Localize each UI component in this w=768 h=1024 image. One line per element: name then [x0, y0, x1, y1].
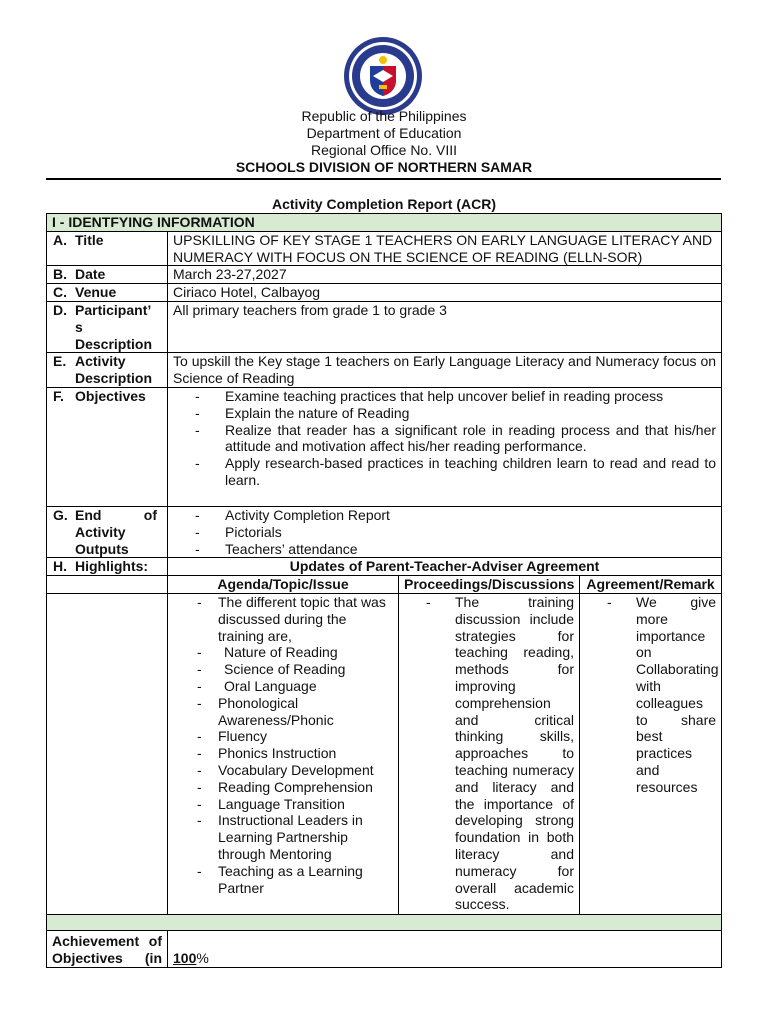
header-divider [46, 178, 721, 180]
list-item: - Apply research-based practices in teaching children learn to read and read to learn. [195, 455, 716, 489]
achievement-label-line1: Achievement of [52, 932, 162, 949]
outputs-letter: G. [53, 506, 68, 523]
achievement-percent: 100 [173, 949, 197, 966]
header-department: Department of Education [306, 125, 462, 141]
highlights-heading: Updates of Parent-Teacher-Adviser Agreement [168, 558, 722, 576]
achievement-label [47, 930, 168, 967]
list-item: - Activity Completion Report [195, 507, 716, 524]
outputs-label [47, 506, 168, 557]
objectives-label-text: Objectives [75, 387, 146, 404]
venue-label [47, 284, 168, 302]
participants-label [47, 301, 168, 352]
highlights-blank-cell [47, 576, 168, 594]
list-item: - Nature of Reading [197, 644, 393, 661]
participants-value: All primary teachers from grade 1 to grade 3 [168, 301, 722, 352]
row-highlights-content [47, 593, 722, 914]
outputs-label-line3: Outputs [75, 540, 129, 557]
highlights-content-blank [47, 593, 168, 914]
list-item: - Instructional Leaders in Learning Partnership through Mentoring [197, 812, 393, 862]
achievement-value [168, 930, 722, 967]
section-heading-row [47, 214, 722, 232]
list-item: - Language Transition [197, 796, 393, 813]
date-label-text: Date [75, 266, 106, 283]
title-label [47, 231, 168, 266]
row-highlights-columns [47, 576, 722, 594]
list-item: - Oral Language [197, 678, 393, 695]
objectives-list [173, 388, 716, 489]
agenda-list [173, 594, 393, 896]
list-item: - Examine teaching practices that help uncover belief in reading process [195, 388, 716, 405]
participants-label-line1: Participant’ [75, 301, 152, 318]
outputs-label-of: of [143, 506, 157, 523]
achievement-label-line2: Objectives (in [52, 949, 162, 966]
objectives-value [168, 387, 722, 506]
list-item: - Realize that reader has a significant role in reading process and that his/her attitude and motivation affect his/her reading performance. [195, 422, 716, 456]
achievement-suffix: % [196, 949, 209, 966]
participants-label-line2: s [75, 318, 83, 335]
row-venue [47, 284, 722, 302]
outputs-list [173, 507, 716, 557]
participants-label-line3: Description [75, 335, 153, 352]
spacer-cell [47, 914, 722, 930]
agreement-cell [580, 593, 722, 914]
list-item: - Science of Reading [197, 661, 393, 678]
outputs-label-line2: Activity [75, 523, 126, 540]
section-heading: I - IDENTFYING INFORMATION [47, 214, 722, 232]
agenda-cell [168, 593, 399, 914]
participants-letter: D. [53, 301, 67, 318]
outputs-value [168, 506, 722, 557]
header-division: SCHOOLS DIVISION OF NORTHERN SAMAR [235, 159, 533, 175]
list-item: - Reading Comprehension [197, 779, 393, 796]
date-value: March 23-27,2027 [168, 266, 722, 284]
list-item: - Teaching as a Learning Partner [197, 863, 393, 897]
spacer-row [47, 914, 722, 930]
title-label-text: Title [75, 231, 104, 248]
list-item: - The training discussion include strategies for teaching reading, methods for improving comprehension and critical thinking skills, approaches to teaching numeracy and literacy and the importance of developing strong foundation in both literacy and numeracy for overall academic success. [426, 594, 574, 913]
col-agreement-header: Agreement/Remark [580, 576, 722, 594]
row-highlights [47, 558, 722, 576]
list-item: - Pictorials [195, 524, 716, 541]
row-title [47, 231, 722, 266]
list-item: - Vocabulary Development [197, 762, 393, 779]
row-date [47, 266, 722, 284]
activity-value: To upskill the Key stage 1 teachers on Early Language Literacy and Numeracy focus on Science of Reading [168, 353, 722, 388]
objectives-letter: F. [53, 387, 64, 404]
date-label [47, 266, 168, 284]
row-outputs [47, 506, 722, 557]
list-item: - Phonics Instruction [197, 745, 393, 762]
activity-letter: E. [53, 353, 67, 370]
acr-table [46, 213, 722, 968]
row-objectives [47, 387, 722, 506]
title-letter: A. [53, 231, 67, 248]
list-item: - Teachers’ attendance [195, 541, 716, 558]
highlights-label-text: Highlights: [75, 558, 149, 575]
activity-label-line2: Description [75, 370, 153, 387]
report-title: Activity Completion Report (ACR) [272, 196, 496, 212]
activity-label-line1: Activity [75, 353, 126, 370]
header-republic: Republic of the Philippines [301, 108, 467, 124]
venue-value: Ciriaco Hotel, Calbayog [168, 284, 722, 302]
objectives-label [47, 387, 168, 506]
date-letter: B. [53, 266, 67, 283]
highlights-label [47, 558, 168, 576]
list-item: - Fluency [197, 728, 393, 745]
row-participants [47, 301, 722, 352]
header-region: Regional Office No. VIII [310, 142, 458, 158]
col-agenda-header: Agenda/Topic/Issue [168, 576, 399, 594]
list-item: - Phonological Awareness/Phonic [197, 695, 393, 729]
proceedings-cell [399, 593, 580, 914]
activity-label [47, 353, 168, 388]
list-item: - Explain the nature of Reading [195, 405, 716, 422]
row-achievement [47, 930, 722, 967]
highlights-letter: H. [53, 558, 67, 575]
list-item: - We give more importance on Collaborating with colleagues to share best practices and resources [607, 594, 716, 796]
list-item: - The different topic that was discussed during the training are, [197, 594, 393, 644]
agreement-list [585, 593, 719, 796]
title-value: UPSKILLING OF KEY STAGE 1 TEACHERS ON EARLY LANGUAGE LITERACY AND NUMERACY WITH FOCUS ON THE SCIENCE OF READING (ELLN-SOR) [168, 231, 722, 266]
outputs-label-line1: End [75, 506, 102, 523]
col-proceedings-header: Proceedings/Discussions [399, 576, 580, 594]
proceedings-list [404, 594, 574, 913]
venue-letter: C. [53, 284, 67, 301]
venue-label-text: Venue [75, 284, 117, 301]
row-activity [47, 353, 722, 388]
deped-seal-icon [343, 36, 423, 116]
